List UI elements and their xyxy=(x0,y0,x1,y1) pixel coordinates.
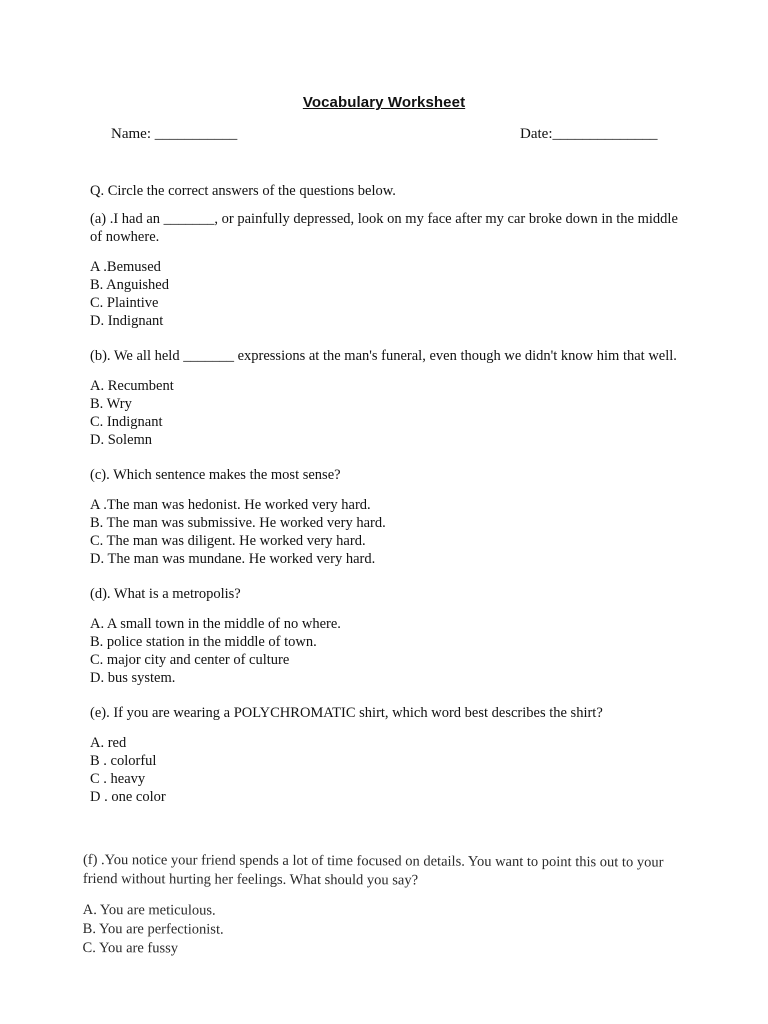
option-c: C. Plaintive xyxy=(90,295,159,311)
option-d: D. Indignant xyxy=(90,313,164,329)
question-c xyxy=(90,466,690,568)
question-e xyxy=(90,704,690,806)
option-a: A. red xyxy=(90,735,127,751)
instruction-text: Q. Circle the correct answers of the questions below. xyxy=(90,183,396,199)
question-text: (f) .You notice your friend spends a lot of time focused on details. You want to point this out to your friend without hurting her feelings. What should you say? xyxy=(82,852,664,889)
option-b: B. Anguished xyxy=(90,277,169,293)
option-c: C. major city and center of culture xyxy=(90,652,290,668)
answer-blank: _______ xyxy=(163,211,215,227)
option-d: D . one color xyxy=(90,789,166,805)
question-suffix: expressions at the man's funeral, even though we didn't know him that well. xyxy=(233,348,677,364)
answer-options xyxy=(90,258,690,330)
question-suffix: , or painfully depressed, look on my face after my car broke down in the middle of nowhere. xyxy=(90,211,678,245)
question-prefix: (b). We all held xyxy=(90,348,184,364)
name-field: Name: ___________ xyxy=(111,126,238,142)
answer-options xyxy=(83,901,683,961)
question-prefix: (a) .I had an xyxy=(90,211,164,227)
option-d: D. bus system. xyxy=(90,670,176,686)
question-text: (e). If you are wearing a POLYCHROMATIC shirt, which word best describes the shirt? xyxy=(90,705,603,721)
option-c: C. You are fussy xyxy=(82,939,179,957)
date-field: Date:______________ xyxy=(520,126,658,142)
answer-options xyxy=(90,377,690,449)
option-a: A. Recumbent xyxy=(90,378,174,394)
answer-options xyxy=(90,496,690,568)
question-d xyxy=(90,585,690,687)
option-a: A. A small town in the middle of no where. xyxy=(90,616,341,632)
question-text: (d). What is a metropolis? xyxy=(90,586,241,602)
question-text: (c). Which sentence makes the most sense? xyxy=(90,467,341,483)
option-b: B. You are perfectionist. xyxy=(82,920,224,938)
option-d: D. The man was mundane. He worked very hard. xyxy=(90,551,376,567)
option-b: B. police station in the middle of town. xyxy=(90,634,317,650)
question-b xyxy=(90,347,690,449)
option-c: C . heavy xyxy=(90,771,146,787)
question-text xyxy=(90,347,690,365)
option-a: A .Bemused xyxy=(90,259,161,275)
answer-options xyxy=(90,734,690,806)
option-c: C. Indignant xyxy=(90,414,163,430)
answer-options xyxy=(90,615,690,687)
option-a: A .The man was hedonist. He worked very hard. xyxy=(90,497,371,513)
option-c: C. The man was diligent. He worked very hard. xyxy=(90,533,366,549)
question-a xyxy=(90,210,690,330)
option-b: B. Wry xyxy=(90,396,132,412)
answer-blank: _______ xyxy=(183,348,234,364)
question-text xyxy=(90,210,690,246)
questions-section xyxy=(90,182,690,823)
option-b: B. The man was submissive. He worked very hard. xyxy=(90,515,386,531)
question-f xyxy=(82,851,683,978)
option-a: A. You are meticulous. xyxy=(82,901,216,919)
option-d: D. Solemn xyxy=(90,432,153,448)
option-b: B . colorful xyxy=(90,753,157,769)
page-title: Vocabulary Worksheet xyxy=(302,94,466,111)
